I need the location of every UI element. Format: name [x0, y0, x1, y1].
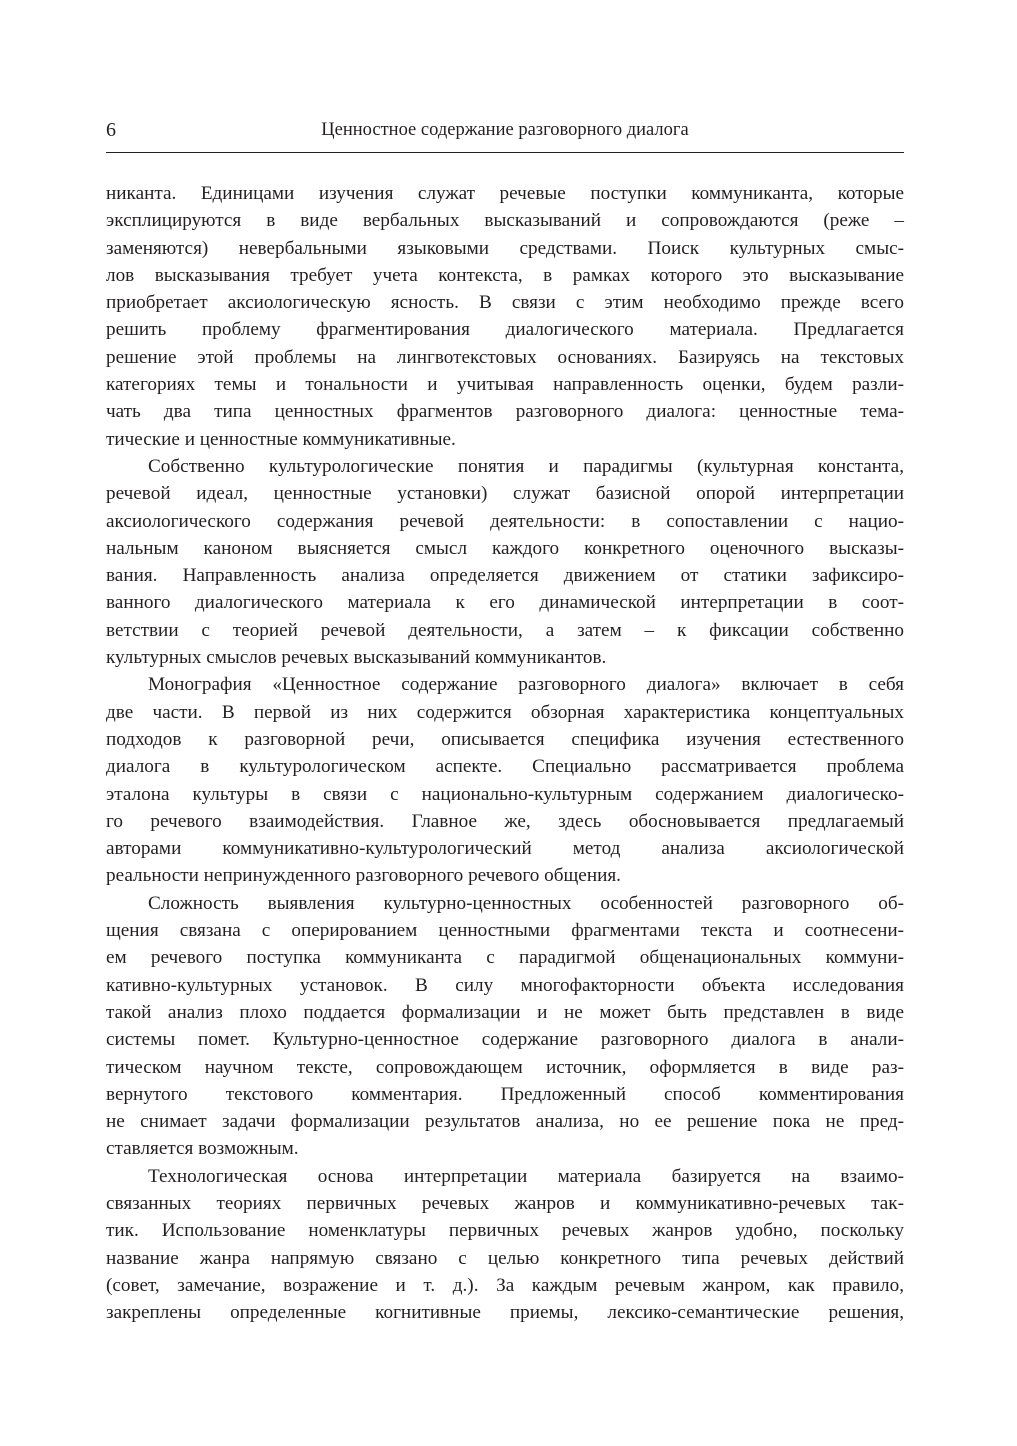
text-line: тическом научном тексте, сопровождающем источник, оформляется в виде раз-	[106, 1056, 904, 1078]
text-line: го речевого взаимодействия. Главное же, здесь обосновывается предлагаемый	[106, 810, 904, 832]
text-line: никанта. Единицами изучения служат речевые поступки коммуниканта, которые	[106, 183, 904, 204]
text-line: вания. Направленность анализа определяется движением от статики зафиксиро-	[106, 565, 904, 587]
running-header	[106, 112, 904, 153]
text-line: речевой идеал, ценностные установки) служат базисной опорой интерпретации	[106, 483, 904, 505]
text-line: такой анализ плохо поддается формализации и не может быть представлен в виде	[106, 1001, 904, 1023]
page-number: 6	[106, 119, 116, 141]
text-line: решить проблему фрагментирования диалогического материала. Предлагается	[106, 319, 904, 341]
running-title: Ценностное содержание разговорного диалога	[321, 120, 689, 140]
text-line: лов высказывания требует учета контекста, в рамках которого это высказывание	[106, 264, 904, 286]
text-line: две части. В первой из них содержится обзорная характеристика концептуальных	[106, 701, 904, 723]
text-line: ставляется возможным.	[106, 1138, 299, 1160]
text-line: заменяются) невербальными языковыми средствами. Поиск культурных смыс-	[106, 237, 904, 259]
text-line: закреплены определенные когнитивные приемы, лексико-семантические решения,	[106, 1302, 904, 1324]
text-line: подходов к разговорной речи, описывается специфика изучения естественного	[106, 728, 904, 750]
text-line: тические и ценностные коммуникативные.	[106, 428, 456, 450]
text-line: эталона культуры в связи с национально-культурным содержанием диалогическо-	[106, 783, 904, 805]
text-line: решение этой проблемы на лингвотекстовых основаниях. Базируясь на текстовых	[106, 346, 904, 368]
paragraph-5	[106, 1163, 904, 1327]
text-line: связанных теориях первичных речевых жанров и коммуникативно-речевых так-	[106, 1192, 904, 1214]
text-line: авторами коммуникативно-культурологический метод анализа аксиологической	[106, 838, 904, 860]
text-line: культурных смыслов речевых высказываний коммуникантов.	[106, 647, 607, 669]
text-line: категориях темы и тональности и учитывая направленность оценки, будем разли-	[106, 374, 904, 396]
text-line: (совет, замечание, возражение и т. д.). За каждым речевым жанром, как правило,	[106, 1274, 904, 1296]
text-line: аксиологического содержания речевой деятельности: в сопоставлении с нацио-	[106, 510, 904, 532]
text-line: Собственно культурологические понятия и парадигмы (культурная константа,	[148, 455, 904, 477]
text-line: ванного диалогического материала к его динамической интерпретации в соот-	[106, 592, 904, 614]
text-line: реальности непринужденного разговорного речевого общения.	[106, 865, 621, 887]
paragraph-1	[106, 180, 904, 453]
text-line: Монография «Ценностное содержание разговорного диалога» включает в себя	[148, 674, 904, 696]
text-line: вернутого текстового комментария. Предложенный способ комментирования	[106, 1083, 904, 1105]
paragraph-4	[106, 890, 904, 1163]
text-line: Технологическая основа интерпретации материала базируется на взаимо-	[148, 1165, 904, 1187]
text-line: диалога в культурологическом аспекте. Специально рассматривается проблема	[106, 756, 904, 778]
text-line: не снимает задачи формализации результатов анализа, но ее решение пока не пред-	[106, 1111, 904, 1133]
text-line: эксплицируются в виде вербальных высказываний и сопровождаются (реже –	[106, 210, 904, 232]
text-line: ветствии с теорией речевой деятельности, а затем – к фиксации собственно	[106, 619, 904, 641]
text-line: чать два типа ценностных фрагментов разговорного диалога: ценностные тема-	[106, 401, 904, 423]
text-line: кативно-культурных установок. В силу многофакторности объекта исследования	[106, 974, 904, 996]
text-line: приобретает аксиологическую ясность. В связи с этим необходимо прежде всего	[106, 292, 904, 314]
paragraph-2	[106, 453, 904, 671]
text-line: нальным каноном выясняется смысл каждого конкретного оценочного высказы-	[106, 537, 904, 559]
text-line: системы помет. Культурно-ценностное содержание разговорного диалога в анали-	[106, 1029, 904, 1051]
text-line: ем речевого поступка коммуниканта с парадигмой общенациональных коммуни-	[106, 947, 904, 969]
text-line: тик. Использование номенклатуры первичных речевых жанров удобно, поскольку	[106, 1220, 904, 1242]
text-line: щения связана с оперированием ценностными фрагментами текста и соотнесени-	[106, 920, 904, 942]
text-line: название жанра напрямую связано с целью конкретного типа речевых действий	[106, 1247, 904, 1269]
body-text	[106, 180, 904, 1326]
text-line: Сложность выявления культурно-ценностных особенностей разговорного об-	[148, 892, 904, 914]
paragraph-3	[106, 671, 904, 889]
